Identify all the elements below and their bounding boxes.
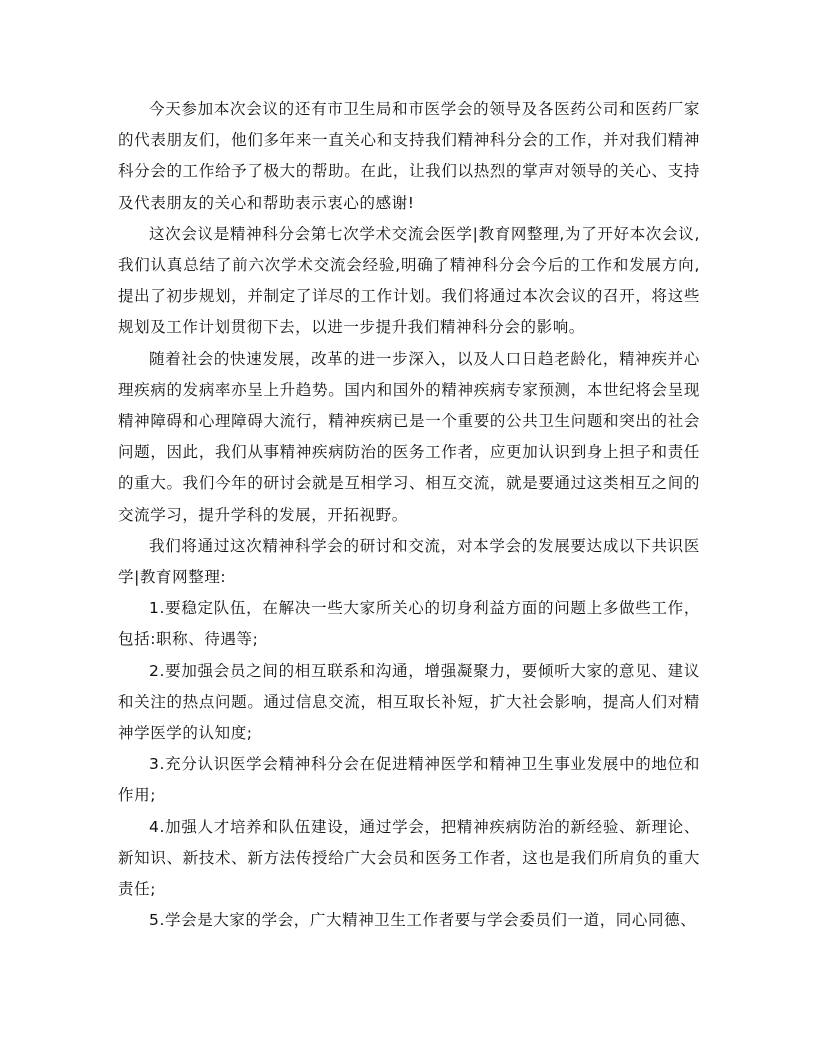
list-item-3: 3.充分认识医学会精神科分会在促进精神医学和精神卫生事业发展中的地位和作用;: [118, 755, 700, 805]
paragraph-meeting-purpose: 这次会议是精神科分会第七次学术交流会医学|教育网整理,为了开好本次会议,我们认真总结了前六次学术交流会经验,明确了精神科分会今后的工作和发展方向,提出了初步规划，并制定了详尽的工作计划。我们将通过本次会议的召开，将这些规划及工作计划贯彻下去，以进一步提升我们精神科分会的影响。: [118, 224, 700, 337]
paragraph-consensus-intro: 我们将通过这次精神科学会的研讨和交流，对本学会的发展要达成以下共识医学|教育网整理:: [118, 536, 700, 587]
paragraph-thanks: 今天参加本次会议的还有市卫生局和市医学会的领导及各医药公司和医药厂家的代表朋友们，他们多年来一直关心和支持我们精神科分会的工作，并对我们精神科分会的工作给予了极大的帮助。在此，让我们以热烈的掌声对领导的关心、支持及代表朋友的关心和帮助表示衷心的感谢!: [118, 100, 700, 212]
list-item-1: 1.要稳定队伍，在解决一些大家所关心的切身利益方面的问题上多做些工作，包括:职称、待遇等;: [118, 599, 700, 649]
paragraph-social-background: 随着社会的快速发展，改革的进一步深入，以及人口日趋老龄化，精神疾并心理疾病的发病率亦呈上升趋势。国内和国外的精神疾病专家预测，本世纪将会呈现精神障碍和心理障碍大流行，精神疾病已是一个重要的公共卫生问题和突出的社会问题，因此，我们从事精神疾病防治的医务工作者，应更加认识到身上担子和责任的重大。我们今年的研讨会就是互相学习、相互交流，就是要通过这类相互之间的交流学习，提升学科的发展，开拓视野。: [118, 349, 700, 524]
document-body: [118, 94, 700, 936]
list-item-2: 2.要加强会员之间的相互联系和沟通，增强凝聚力，要倾听大家的意见、建议和关注的热点问题。通过信息交流，相互取长补短，扩大社会影响，提高人们对精神学医学的认知度;: [118, 661, 700, 743]
list-item-4: 4.加强人才培养和队伍建设，通过学会，把精神疾病防治的新经验、新理论、新知识、新技术、新方法传授给广大会员和医务工作者，这也是我们所肩负的重大责任;: [118, 817, 700, 899]
list-item-5: 5.学会是大家的学会，广大精神卫生工作者要与学会委员们一道，同心同德、: [149, 911, 697, 930]
